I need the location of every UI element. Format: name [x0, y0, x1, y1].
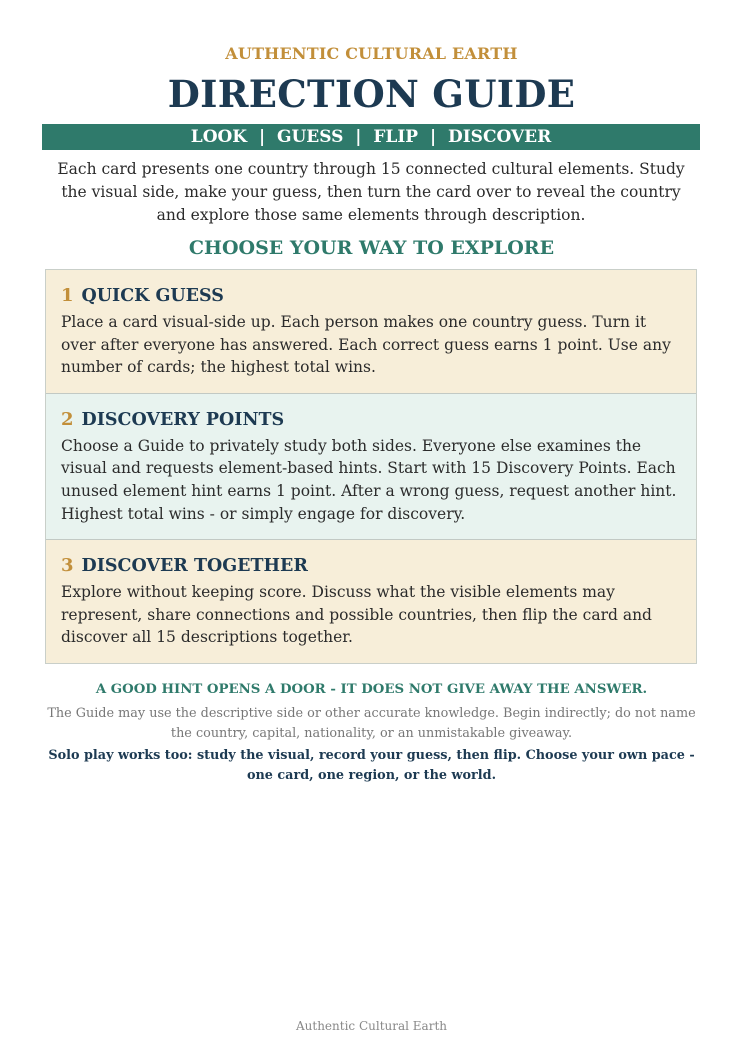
mode-description: Choose a Guide to privately study both sides. Everyone else examines the visual and requests element-based hints. Start with 15 Discovery Points. Each unused element hint earns 1 point. After a wrong guess, request another hint. Highest total wins - or simply engage for discovery. — [61, 436, 677, 523]
hint-note: The Guide may use the descriptive side or other accurate knowledge. Begin indirectly; do not name the country, capital, nationality, or an unmistakable giveaway. — [47, 706, 696, 741]
step-guess: GUESS — [276, 127, 344, 147]
mode-title — [61, 409, 682, 430]
hint-heading: A GOOD HINT OPENS A DOOR - IT DOES NOT GIVE AWAY THE ANSWER. — [95, 682, 648, 697]
play-modes-list — [45, 269, 697, 664]
mode-title — [61, 285, 682, 306]
mode-number: 1 — [61, 285, 74, 306]
page-footer: Authentic Cultural Earth — [295, 1019, 447, 1033]
mode-name: DISCOVER TOGETHER — [81, 556, 308, 577]
step-flip: FLIP — [373, 127, 419, 147]
mode-discover-together — [46, 539, 696, 663]
mode-description: Explore without keeping score. Discuss what the visible elements may represent, share connections and possible countries, then flip the card and discover all 15 descriptions together. — [61, 583, 652, 647]
section-title: CHOOSE YOUR WAY TO EXPLORE — [188, 237, 555, 259]
step-look: LOOK — [190, 127, 248, 147]
step-discover: DISCOVER — [447, 127, 552, 147]
mode-quick-guess — [46, 270, 696, 393]
step-separator: | — [355, 127, 362, 147]
mode-description: Place a card visual-side up. Each person makes one country guess. Turn it over after everyone has answered. Each correct guess earns 1 point. Use any number of cards; the highest total wins. — [61, 313, 671, 377]
mode-discovery-points — [46, 393, 696, 539]
step-separator: | — [258, 127, 266, 147]
mode-name: QUICK GUESS — [81, 286, 224, 306]
mode-name: DISCOVERY POINTS — [81, 409, 285, 430]
brand-name: AUTHENTIC CULTURAL EARTH — [225, 44, 518, 63]
intro-paragraph: Each card presents one country through 15 connected cultural elements. Study the visual side, make your guess, then turn the card over to reveal the country and explore those same elements through description. — [57, 160, 685, 224]
mode-number: 3 — [61, 555, 74, 577]
step-separator: | — [429, 127, 437, 147]
page-title: DIRECTION GUIDE — [167, 72, 576, 116]
mode-number: 2 — [61, 408, 74, 430]
solo-play-note: Solo play works too: study the visual, record your guess, then flip. Choose your own pace - one card, one region, or the world. — [48, 748, 695, 783]
steps-banner — [42, 124, 700, 150]
mode-title — [61, 555, 682, 576]
